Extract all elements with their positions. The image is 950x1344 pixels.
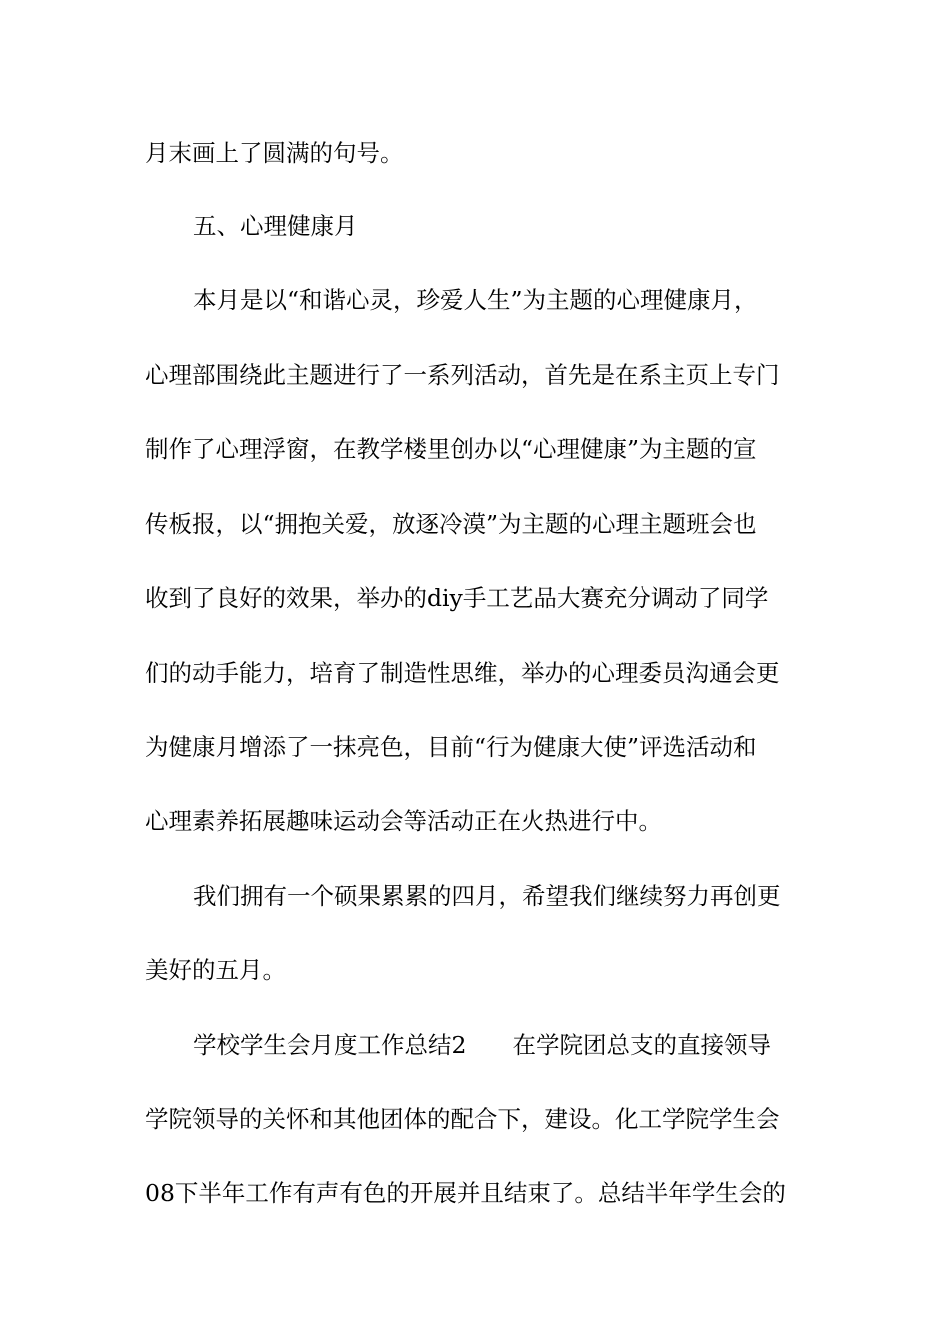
text-line: 本月是以“和谐心灵，珍爱人生”为主题的心理健康月，	[193, 286, 758, 314]
text-line: 们的动手能力，培育了制造性思维，举办的心理委员沟通会更	[145, 659, 780, 687]
text-line: 我们拥有一个硕果累累的四月，希望我们继续努力再创更	[193, 882, 781, 910]
text-line: 美好的五月。	[145, 956, 286, 984]
text-fragment: 在学院团总支的直接领导	[512, 1031, 771, 1059]
section-heading: 五、心理健康月	[193, 212, 358, 240]
text-line: 心理素养拓展趣味运动会等活动正在火热进行中。	[145, 807, 662, 835]
text-line: 学院领导的关怀和其他团体的配合下，建设。化工学院学生会	[145, 1105, 780, 1133]
text-line: 08下半年工作有声有色的开展并且结束了。总结半年学生会的	[145, 1179, 786, 1207]
text-line: 制作了心理浮窗，在教学楼里创办以“心理健康”为主题的宣	[145, 435, 757, 463]
summary-title: 学校学生会月度工作总结2	[193, 1031, 467, 1059]
text-line	[193, 1025, 810, 1065]
text-line: 月末画上了圆满的句号。	[145, 139, 404, 167]
text-line: 心理部围绕此主题进行了一系列活动，首先是在系主页上专门	[145, 361, 780, 389]
text-line: 为健康月增添了一抹亮色，目前“行为健康大使”评选活动和	[145, 733, 757, 761]
text-line: 收到了良好的效果，举办的diy手工艺品大赛充分调动了同学	[145, 584, 769, 612]
text-line: 传板报，以“拥抱关爱，放逐冷漠”为主题的心理主题班会也	[145, 510, 757, 538]
